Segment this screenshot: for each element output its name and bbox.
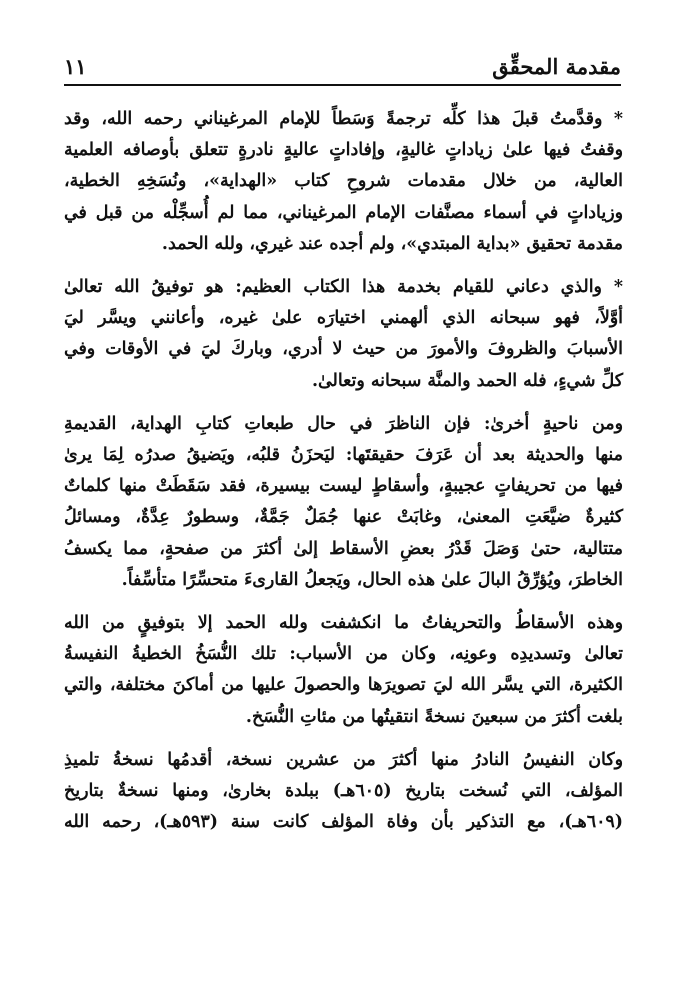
text-line: منها والحديثة بعد أن عَرَفَ حقيقتَها: ليَحزَنُ قلبُه، ويَضيقُ صدرُه لِمَا يرىٰ <box>64 445 623 466</box>
running-title: مقدمة المحقِّق <box>492 54 621 79</box>
text-line: ومن ناحيةٍ أخرىٰ: فإن الناظرَ في حال طبعاتِ كتابِ الهداية، القديمةِ <box>64 413 623 434</box>
text-line: العالية، من خلال مقدمات شروحِ كتاب «الهداية»، ونُسَخِهِ الخطية، <box>64 171 623 192</box>
text-line: * والذي دعاني للقيام بخدمة هذا الكتاب العظيم: هو توفيقُ الله تعالىٰ <box>64 277 623 298</box>
text-line: كثيرةٌ ضيَّعَتِ المعنىٰ، وغابَتْ عنها جُمَلٌ جَمَّةٌ، وسطورٌ عِدَّةٌ، ومسائلُ <box>64 507 623 528</box>
paragraph <box>64 104 623 260</box>
page-body <box>64 104 623 850</box>
text-line: وقفتُ فيها علىٰ زياداتٍ غاليةٍ، وإفاداتٍ عاليةٍ نادرةٍ تتعلق بأوصافه العلمية <box>64 140 623 161</box>
paragraph <box>64 745 623 839</box>
text-line: بلغت أكثرَ من سبعينَ نسخةً انتقيتُها من مئاتِ النُّسَخ. <box>245 706 623 727</box>
text-line: الخاطرَ، ويُؤرِّقُ البالَ علىٰ هذه الحال، ويَجعلُ القارىءَ متحسِّرًا متأسِّفاً. <box>121 569 623 590</box>
text-line: متتالية، حتىٰ وَصَلَ قَدْرُ بعضِ الأسقاط إلىٰ أكثرَ من صفحةٍ، مما يكسفُ <box>64 538 623 559</box>
text-line: * وقدَّمتُ قبلَ هذا كلِّه ترجمةً وَسَطاً للإمام المرغيناني رحمه الله، وقد <box>64 109 623 129</box>
text-line: وزياداتٍ في أسماء مصنَّفات الإمام المرغيناني، مما لم أُسجِّلْه من قبل في <box>64 202 623 223</box>
text-line: الأسبابَ والظروفَ والأمورَ من حيث لا أدري، وباركَ ليَ في الأوقات وفي <box>64 339 623 360</box>
text-line: مقدمة تحقيق «بداية المبتدي»، ولم أجده عند غيري، ولله الحمد. <box>161 233 623 254</box>
text-line: وكان النفيسُ النادرُ منها أكثرَ من عشرين نسخة، أقدمُها نسخةُ تلميذِ <box>64 749 623 770</box>
text-line: (٦٠٩هـ)، مع التذكير بأن وفاة المؤلف كانت سنة (٥٩٣هـ)، رحمه الله <box>64 812 623 833</box>
page-number: ١١ <box>64 54 87 79</box>
text-line: الكثيرة، التي يسَّر الله ليَ تصويرَها والحصولَ عليها من أماكنَ مختلفة، والتي <box>64 675 623 696</box>
text-line: كلِّ شيءٍ، فله الحمد والمنَّة سبحانه وتعالىٰ. <box>311 370 623 391</box>
text-line: وهذه الأسقاطُ والتحريفاتُ ما انكشفت ولله الحمد إلا بتوفيقٍ من الله <box>64 613 623 634</box>
text-line: فيها من تحريفاتٍ عجيبةٍ، وأسقاطٍ ليست بيسيرة، فقد سَقَطَتْ منها كلماتٌ <box>64 476 623 497</box>
text-line: تعالىٰ وتسديدِه وعونِه، وكان من الأسباب: تلك النُّسَخُ الخطيةُ النفيسةُ <box>64 644 623 665</box>
paragraph <box>64 608 623 733</box>
text-line: أوَّلاً، فهو سبحانه الذي ألهمني اختيارَه علىٰ غيره، وأعانني ويسَّر ليَ <box>64 308 623 329</box>
text-line: المؤلف، التي نُسخت بتاريخ (٦٠٥هـ) ببلدة بخارىٰ، ومنها نسخةٌ بتاريخ <box>64 781 623 802</box>
paragraph <box>64 409 623 596</box>
page-header <box>64 44 621 86</box>
paragraph <box>64 272 623 397</box>
